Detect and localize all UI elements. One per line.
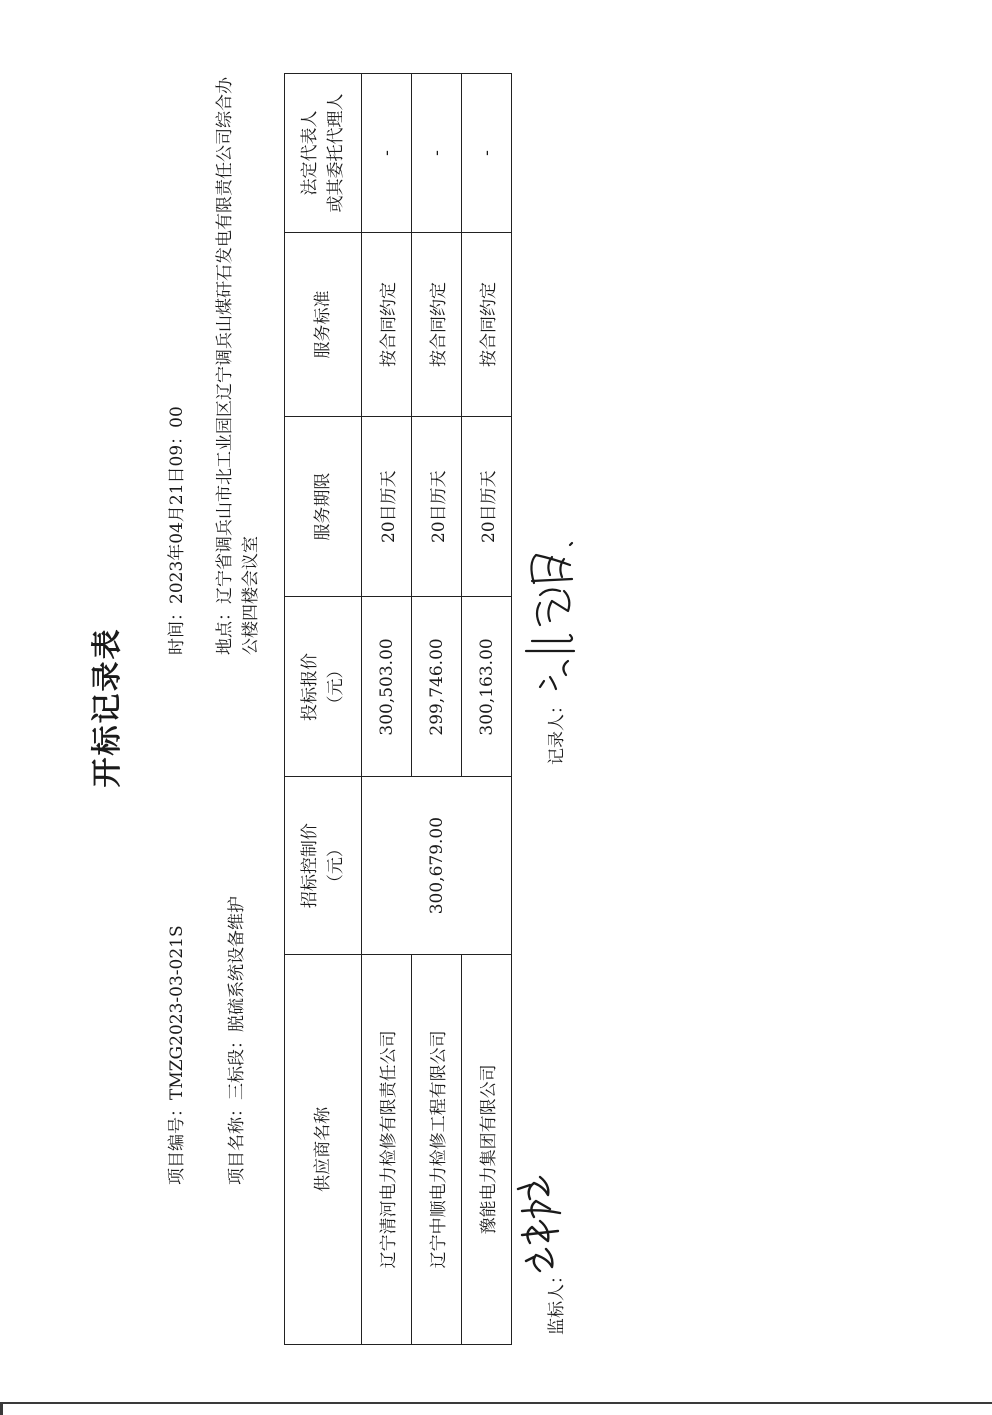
service-standard-cell: 按合同约定 bbox=[462, 233, 512, 417]
service-standard-cell: 按合同约定 bbox=[412, 233, 462, 417]
legal-rep-cell: - bbox=[462, 74, 512, 233]
project-name-value: 三标段：脱硫系统设备维护 bbox=[227, 896, 247, 1100]
service-period-cell: 20日历天 bbox=[362, 416, 412, 597]
header-legal-rep-line2: 或其委托代理人 bbox=[326, 93, 346, 213]
service-period-cell: 20日历天 bbox=[412, 416, 462, 597]
recorder-label: 记录人： bbox=[547, 697, 567, 765]
table-header-row bbox=[285, 74, 362, 1345]
table-row bbox=[362, 74, 412, 1345]
opening-place-line bbox=[212, 75, 264, 655]
supplier-name-cell: 辽宁中顺电力检修工程有限公司 bbox=[412, 954, 462, 1344]
opening-time-label: 时间： bbox=[167, 604, 187, 655]
opening-time-line bbox=[162, 406, 187, 655]
supervisor-handwritten-signature bbox=[500, 1167, 570, 1277]
opening-place-value: 辽宁省调兵山市北工业园区辽宁调兵山煤矸石发电有限责任公司综合办公楼四楼会议室 bbox=[215, 77, 261, 655]
scan-edge-line bbox=[0, 1402, 992, 1404]
header-service-period: 服务期限 bbox=[285, 416, 362, 597]
header-legal-rep-line1: 法定代表人 bbox=[300, 110, 320, 196]
supplier-name-cell: 豫能电力集团有限公司 bbox=[462, 954, 512, 1344]
bid-price-cell: 300,503.00 bbox=[362, 597, 412, 777]
header-legal-representative bbox=[285, 74, 362, 233]
header-bid-price bbox=[285, 597, 362, 777]
supplier-name-cell: 辽宁清河电力检修有限责任公司 bbox=[362, 954, 412, 1344]
header-supplier-name: 供应商名称 bbox=[285, 954, 362, 1344]
legal-rep-cell: - bbox=[362, 74, 412, 233]
service-standard-cell: 按合同约定 bbox=[362, 233, 412, 417]
header-bid-price-line2: （元） bbox=[326, 661, 346, 713]
legal-rep-cell: - bbox=[412, 74, 462, 233]
bid-price-cell: 300,163.00 bbox=[462, 597, 512, 777]
document-title: 开标记录表 bbox=[90, 627, 125, 788]
table-row bbox=[412, 74, 462, 1345]
project-name-line bbox=[222, 896, 247, 1185]
service-period-cell: 20日历天 bbox=[462, 416, 512, 597]
recorder-handwritten-signature bbox=[510, 525, 590, 695]
header-control-price-line1: 招标控制价 bbox=[300, 823, 320, 909]
control-price-cell: 300,679.00 bbox=[362, 777, 512, 954]
header-service-standard: 服务标准 bbox=[285, 233, 362, 417]
header-control-price bbox=[285, 777, 362, 954]
project-number-line bbox=[162, 925, 187, 1185]
opening-place-label: 地点： bbox=[215, 604, 235, 655]
table-row bbox=[462, 74, 512, 1345]
header-control-price-line2: （元） bbox=[326, 840, 346, 892]
project-number-label: 项目编号： bbox=[167, 1100, 187, 1185]
project-name-label: 项目名称： bbox=[227, 1100, 247, 1185]
bid-opening-record-table bbox=[284, 73, 512, 1345]
opening-time-value: 2023年04月21日09：00 bbox=[167, 406, 187, 604]
project-number-value: TMZG2023-03-021S bbox=[167, 925, 187, 1100]
bid-price-cell: 299,746.00 bbox=[412, 597, 462, 777]
header-bid-price-line1: 投标报价 bbox=[300, 652, 320, 721]
scan-edge-corner bbox=[0, 1402, 3, 1415]
supervisor-label: 监标人： bbox=[547, 1267, 567, 1335]
